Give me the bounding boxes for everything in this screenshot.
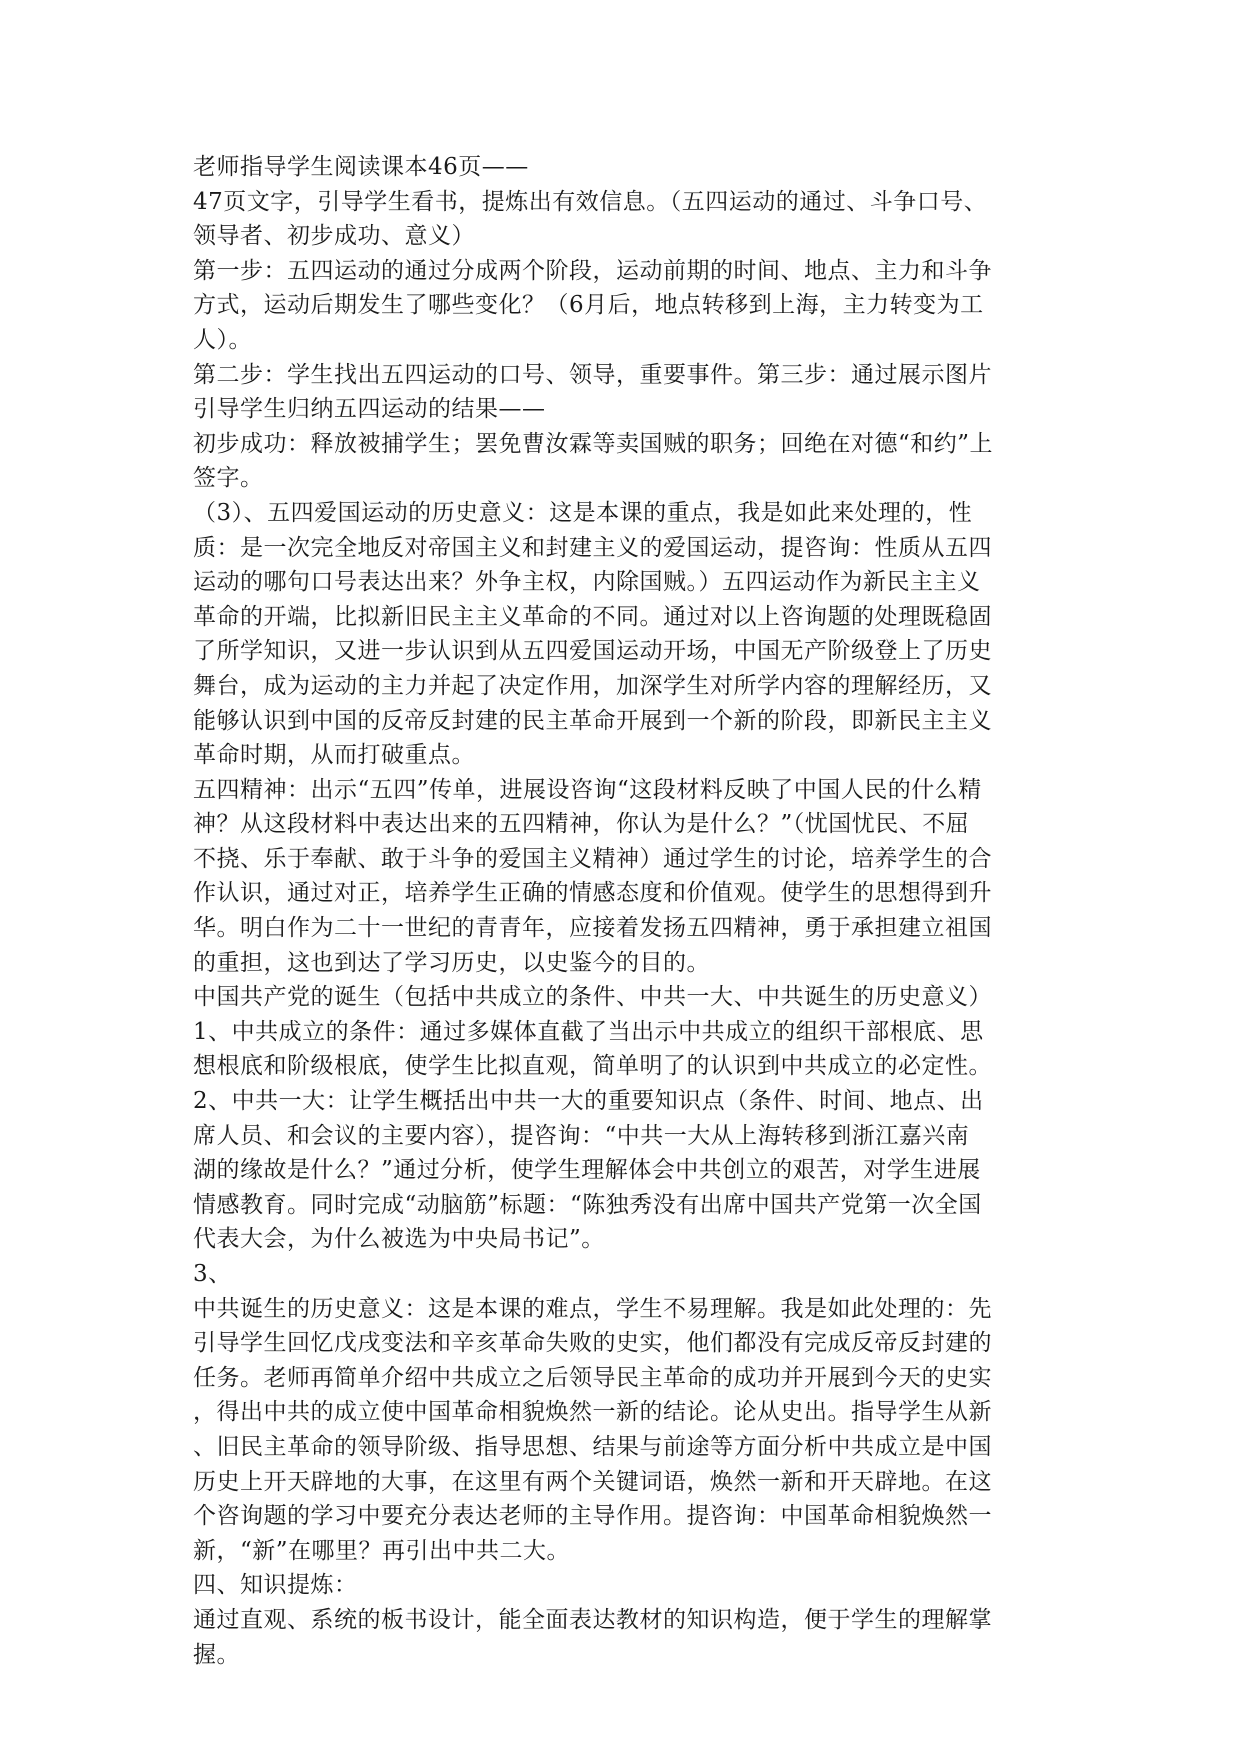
text-line: 引导学生归纳五四运动的结果—— bbox=[193, 396, 546, 423]
text-line: 老师指导学生阅读课本46页—— bbox=[193, 154, 529, 180]
text-line: ，得出中共的成立使中国革命相貌焕然一新的结论。论从史出。指导学生从新 bbox=[193, 1399, 992, 1426]
text-line: 握。 bbox=[193, 1641, 240, 1668]
document-body bbox=[193, 150, 1051, 1672]
text-line: 神？从这段材料中表达出来的五四精神，你认为是什么？”（忧国忧民、不屈 bbox=[193, 811, 970, 838]
text-line: 2、中共一大：让学生概括出中共一大的重要知识点（条件、时间、地点、出 bbox=[193, 1088, 984, 1115]
text-line: 47页文字，引导学生看书，提炼出有效信息。（五四运动的通过、斗争口号、 bbox=[193, 188, 988, 215]
text-line: 任务。老师再简单介绍中共成立之后领导民主革命的成功并开展到今天的史实 bbox=[193, 1364, 992, 1391]
text-line: 历史上开天辟地的大事，在这里有两个关键词语，焕然一新和开天辟地。在这 bbox=[193, 1468, 992, 1495]
text-line: 代表大会，为什么被选为中央局书记”。 bbox=[193, 1226, 605, 1253]
text-line: 通过直观、系统的板书设计，能全面表达教材的知识构造，便于学生的理解掌 bbox=[193, 1606, 992, 1633]
text-line: 1、中共成立的条件：通过多媒体直截了当出示中共成立的组织干部根底、思 bbox=[193, 1018, 984, 1045]
text-line: 中国共产党的诞生（包括中共成立的条件、中共一大、中共诞生的历史意义） bbox=[193, 984, 992, 1011]
text-line: 革命的开端，比拟新旧民主主义革命的不同。通过对以上咨询题的处理既稳固 bbox=[193, 603, 992, 630]
text-line: （3）、五四爱国运动的历史意义：这是本课的重点，我是如此来处理的，性 bbox=[193, 499, 973, 526]
text-line: 能够认识到中国的反帝反封建的民主革命开展到一个新的阶段，即新民主主义 bbox=[193, 707, 992, 734]
text-line: 、旧民主革命的领导阶级、指导思想、结果与前途等方面分析中共成立是中国 bbox=[193, 1433, 992, 1460]
text-line: 个咨询题的学习中要充分表达老师的主导作用。提咨询：中国革命相貌焕然一 bbox=[193, 1503, 992, 1530]
text-line: 3、 bbox=[193, 1261, 232, 1287]
text-line: 了所学知识，又进一步认识到从五四爱国运动开场，中国无产阶级登上了历史 bbox=[193, 638, 992, 665]
text-line: 情感教育。同时完成“动脑筋”标题：“陈独秀没有出席中国共产党第一次全国 bbox=[193, 1191, 982, 1218]
text-line: 的重担，这也到达了学习历史，以史鉴今的目的。 bbox=[193, 949, 710, 976]
text-line: 领导者、初步成功、意义） bbox=[193, 223, 475, 250]
text-line: 新，“新”在哪里？再引出中共二大。 bbox=[193, 1537, 571, 1564]
text-line: 华。明白作为二十一世纪的青青年，应接着发扬五四精神，勇于承担建立祖国 bbox=[193, 915, 992, 942]
text-line: 革命时期，从而打破重点。 bbox=[193, 742, 475, 769]
text-line: 人）。 bbox=[193, 326, 252, 353]
text-line: 第二步：学生找出五四运动的口号、领导，重要事件。第三步：通过展示图片 bbox=[193, 361, 992, 388]
text-line: 五四精神：出示“五四”传单，进展设咨询“这段材料反映了中国人民的什么精 bbox=[193, 776, 982, 803]
text-line: 签字。 bbox=[193, 465, 264, 492]
text-line: 想根底和阶级根底，使学生比拟直观，简单明了的认识到中共成立的必定性。 bbox=[193, 1053, 992, 1080]
text-line: 质：是一次完全地反对帝国主义和封建主义的爱国运动，提咨询：性质从五四 bbox=[193, 534, 992, 561]
text-line: 湖的缘故是什么？”通过分析，使学生理解体会中共创立的艰苦，对学生进展 bbox=[193, 1157, 981, 1184]
text-line: 舞台，成为运动的主力并起了决定作用，加深学生对所学内容的理解经历，又 bbox=[193, 672, 992, 699]
text-line: 方式，运动后期发生了哪些变化？（6月后，地点转移到上海，主力转变为工 bbox=[193, 292, 984, 319]
text-line: 不挠、乐于奉献、敢于斗争的爱国主义精神）通过学生的讨论，培养学生的合 bbox=[193, 845, 992, 872]
text-line: 运动的哪句口号表达出来？外争主权，内除国贼。）五四运动作为新民主主义 bbox=[193, 569, 981, 596]
text-line: 作认识，通过对正，培养学生正确的情感态度和价值观。使学生的思想得到升 bbox=[193, 880, 992, 907]
text-line: 席人员、和会议的主要内容），提咨询：“中共一大从上海转移到浙江嘉兴南 bbox=[193, 1122, 970, 1149]
text-line: 中共诞生的历史意义：这是本课的难点，学生不易理解。我是如此处理的：先 bbox=[193, 1295, 992, 1322]
text-line: 四、知识提炼： bbox=[193, 1572, 358, 1599]
text-line: 第一步：五四运动的通过分成两个阶段，运动前期的时间、地点、主力和斗争 bbox=[193, 257, 992, 284]
text-line: 引导学生回忆戊戌变法和辛亥革命失败的史实，他们都没有完成反帝反封建的 bbox=[193, 1330, 992, 1357]
text-line: 初步成功：释放被捕学生；罢免曹汝霖等卖国贼的职务；回绝在对德“和约”上 bbox=[193, 430, 994, 457]
